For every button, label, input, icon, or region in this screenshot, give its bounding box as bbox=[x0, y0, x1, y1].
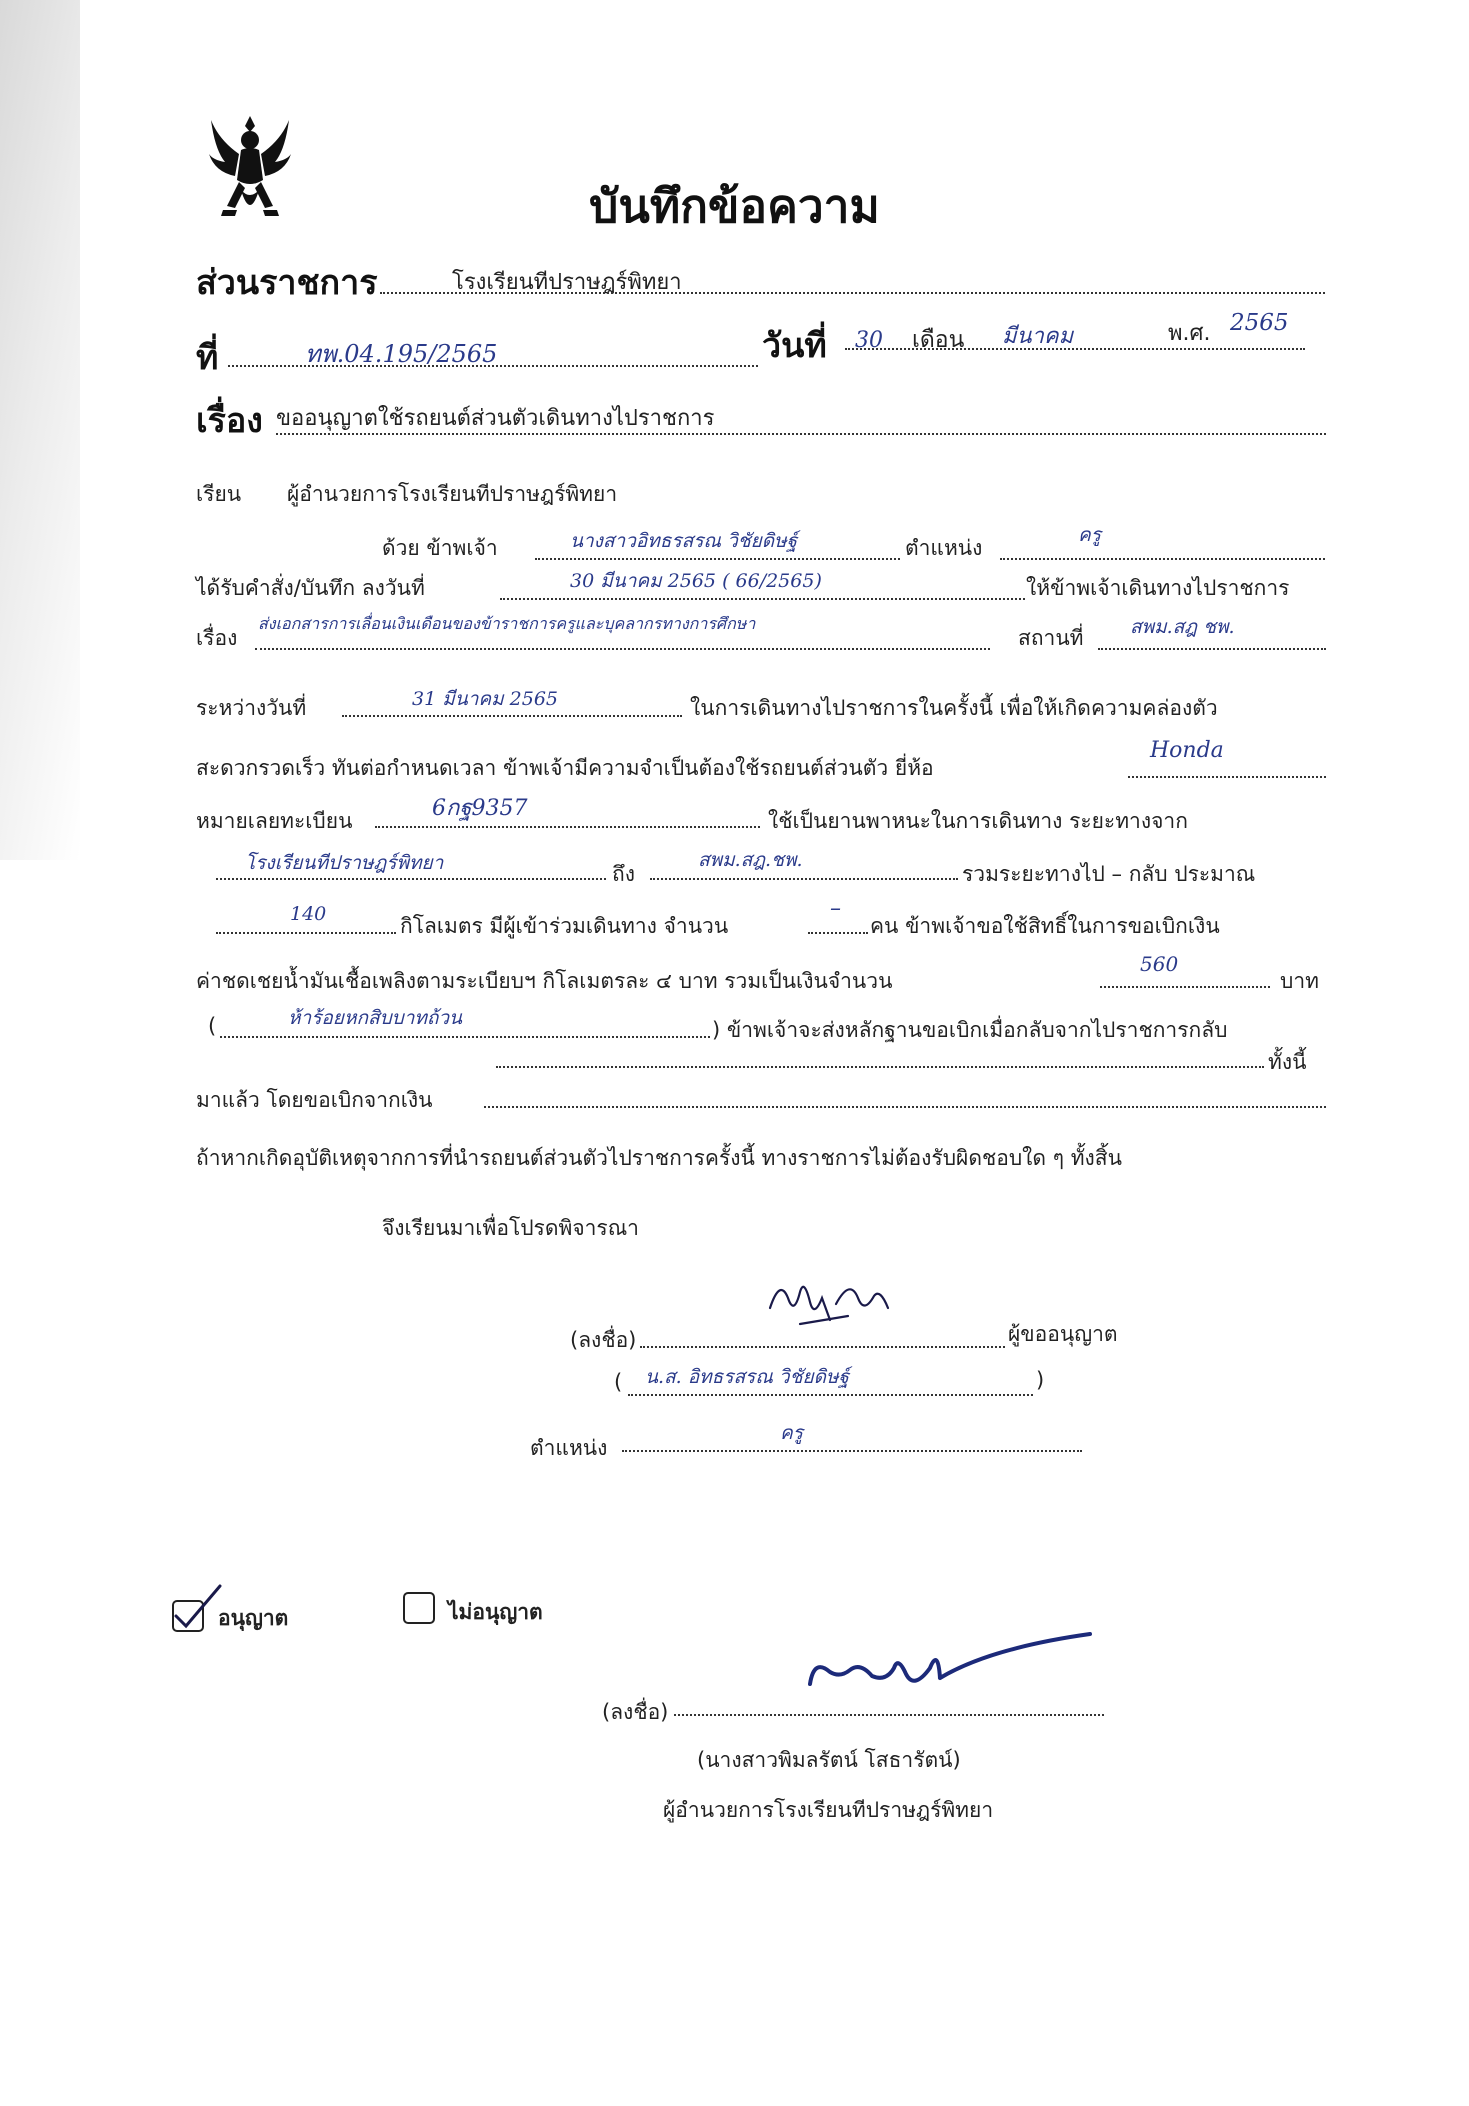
l9-a: ค่าชดเชยน้ำมันเชื้อเพลิงตามระเบียบฯ กิโลเมตรละ ๔ บาท รวมเป็นเงินจำนวน bbox=[196, 969, 893, 993]
director-name: (นางสาวพิมลรัตน์ โสธารัตน์) bbox=[697, 1748, 961, 1772]
to-value: ผู้อำนวยการโรงเรียนทีปราษฎร์พิทยา bbox=[287, 482, 618, 506]
from-place: โรงเรียนทีปราษฎร์พิทยา bbox=[245, 852, 444, 874]
applicant-signature bbox=[760, 1268, 910, 1338]
paren-open: ( bbox=[614, 1370, 623, 1394]
l4-a: ระหว่างวันที่ bbox=[196, 696, 307, 720]
trip-subject: ส่งเอกสารการเลื่อนเงินเดือนของข้าราชการครูและบุคลากรทางการศึกษา bbox=[258, 614, 756, 633]
subject-value: ขออนุญาตใช้รถยนต์ส่วนตัวเดินทางไปราชการ bbox=[276, 406, 715, 431]
closing: จึงเรียนมาเพื่อโปรดพิจารณา bbox=[382, 1216, 639, 1240]
approve-label: อนุญาต bbox=[218, 1606, 289, 1630]
l7-a: ถึง bbox=[612, 862, 635, 886]
director-sign-label: (ลงชื่อ) bbox=[602, 1700, 669, 1724]
paren-close: ) bbox=[1036, 1368, 1045, 1392]
distance: 140 bbox=[290, 903, 327, 925]
director-title: ผู้อำนวยการโรงเรียนทีปราษฎร์พิทยา bbox=[663, 1798, 994, 1822]
companions: – bbox=[830, 896, 841, 921]
deny-label: ไม่อนุญาต bbox=[448, 1600, 543, 1624]
place: สพม.สฎ ชพ. bbox=[1130, 616, 1235, 638]
memo-title: บันทึกข้อความ bbox=[589, 179, 880, 233]
month-label: เดือน bbox=[912, 327, 965, 353]
l2-a: ได้รับคำสั่ง/บันทึก ลงวันที่ bbox=[196, 576, 425, 600]
applicant-role: ผู้ขออนุญาต bbox=[1008, 1322, 1118, 1346]
applicant-printed-name: น.ส. อิทธรสรณ วิชัยดิษฐ์ bbox=[645, 1366, 849, 1388]
plate: 6กฐ9357 bbox=[432, 796, 528, 821]
applicant-sign-label: (ลงชื่อ) bbox=[570, 1328, 637, 1352]
date-month: มีนาคม bbox=[1002, 324, 1074, 349]
l6-a: หมายเลยทะเบียน bbox=[196, 809, 353, 833]
l11-a: มาแล้ว โดยขอเบิกจากเงิน bbox=[196, 1088, 433, 1112]
applicant-position-value: ครู bbox=[780, 1422, 803, 1444]
number-label: ที่ bbox=[196, 338, 219, 378]
travel-date: 31 มีนาคม 2565 bbox=[412, 688, 559, 710]
department-label: ส่วนราชการ bbox=[196, 263, 378, 303]
scan-shadow bbox=[0, 0, 80, 860]
date-year: 2565 bbox=[1230, 310, 1289, 336]
year-label: พ.ศ. bbox=[1168, 321, 1211, 346]
l7-b: รวมระยะทางไป – กลับ ประมาณ bbox=[962, 862, 1256, 886]
l2-b: ให้ข้าพเจ้าเดินทางไปราชการ bbox=[1026, 576, 1290, 600]
l1-a: ด้วย ข้าพเจ้า bbox=[382, 536, 498, 560]
car-brand: Honda bbox=[1150, 738, 1224, 763]
l10-a: ( bbox=[208, 1014, 217, 1038]
deny-checkbox[interactable] bbox=[403, 1592, 435, 1624]
l8-b: คน ข้าพเจ้าขอใช้สิทธิ์ในการขอเบิกเงิน bbox=[870, 914, 1220, 938]
l1-b: ตำแหน่ง bbox=[905, 536, 983, 560]
l8-a: กิโลเมตร มีผู้เข้าร่วมเดินทาง จำนวน bbox=[400, 914, 729, 938]
applicant-position-label: ตำแหน่ง bbox=[530, 1436, 608, 1460]
l3-b: สถานที่ bbox=[1018, 626, 1084, 650]
applicant-position: ครู bbox=[1078, 524, 1101, 546]
order-date: 30 มีนาคม 2565 ( 66/2565) bbox=[570, 570, 822, 592]
l12: ถ้าหากเกิดอุบัติเหตุจากการที่นำรถยนต์ส่วนตัวไปราชการครั้งนี้ ทางราชการไม่ต้องรับผิดชอบใด ๆ ทั้งสิ้น bbox=[196, 1146, 1122, 1170]
l6-b: ใช้เป็นยานพาหนะในการเดินทาง ระยะทางจาก bbox=[768, 809, 1188, 833]
amount-words: ห้าร้อยหกสิบบาทถ้วน bbox=[288, 1007, 463, 1029]
amount: 560 bbox=[1140, 952, 1179, 976]
date-label: วันที่ bbox=[762, 326, 827, 366]
date-day: 30 bbox=[855, 328, 883, 353]
number-value: ทพ.04.195/2565 bbox=[305, 340, 498, 368]
l4-b: ในการเดินทางไปราชการในครั้งนี้ เพื่อให้เกิดความคล่องตัว bbox=[690, 696, 1218, 720]
l9-b: บาท bbox=[1280, 969, 1319, 993]
department-value: โรงเรียนทีปราษฎร์พิทยา bbox=[452, 270, 682, 295]
to-place: สพม.สฎ.ชพ. bbox=[698, 849, 803, 871]
director-signature bbox=[790, 1628, 1100, 1708]
l10-b: ) ข้าพเจ้าจะส่งหลักฐานขอเบิกเมื่อกลับจากไปราชการกลับ bbox=[712, 1018, 1228, 1042]
l5-a: สะดวกรวดเร็ว ทันต่อกำหนดเวลา ข้าพเจ้ามีความจำเป็นต้องใช้รถยนต์ส่วนตัว ยี่ห้อ bbox=[196, 756, 934, 780]
l10-c: ทั้งนี้ bbox=[1268, 1050, 1307, 1074]
subject-label: เรื่อง bbox=[196, 401, 263, 441]
l3-a: เรื่อง bbox=[196, 626, 238, 650]
to-label: เรียน bbox=[196, 482, 242, 506]
applicant-name: นางสาวอิทธรสรณ วิชัยดิษฐ์ bbox=[570, 530, 798, 552]
